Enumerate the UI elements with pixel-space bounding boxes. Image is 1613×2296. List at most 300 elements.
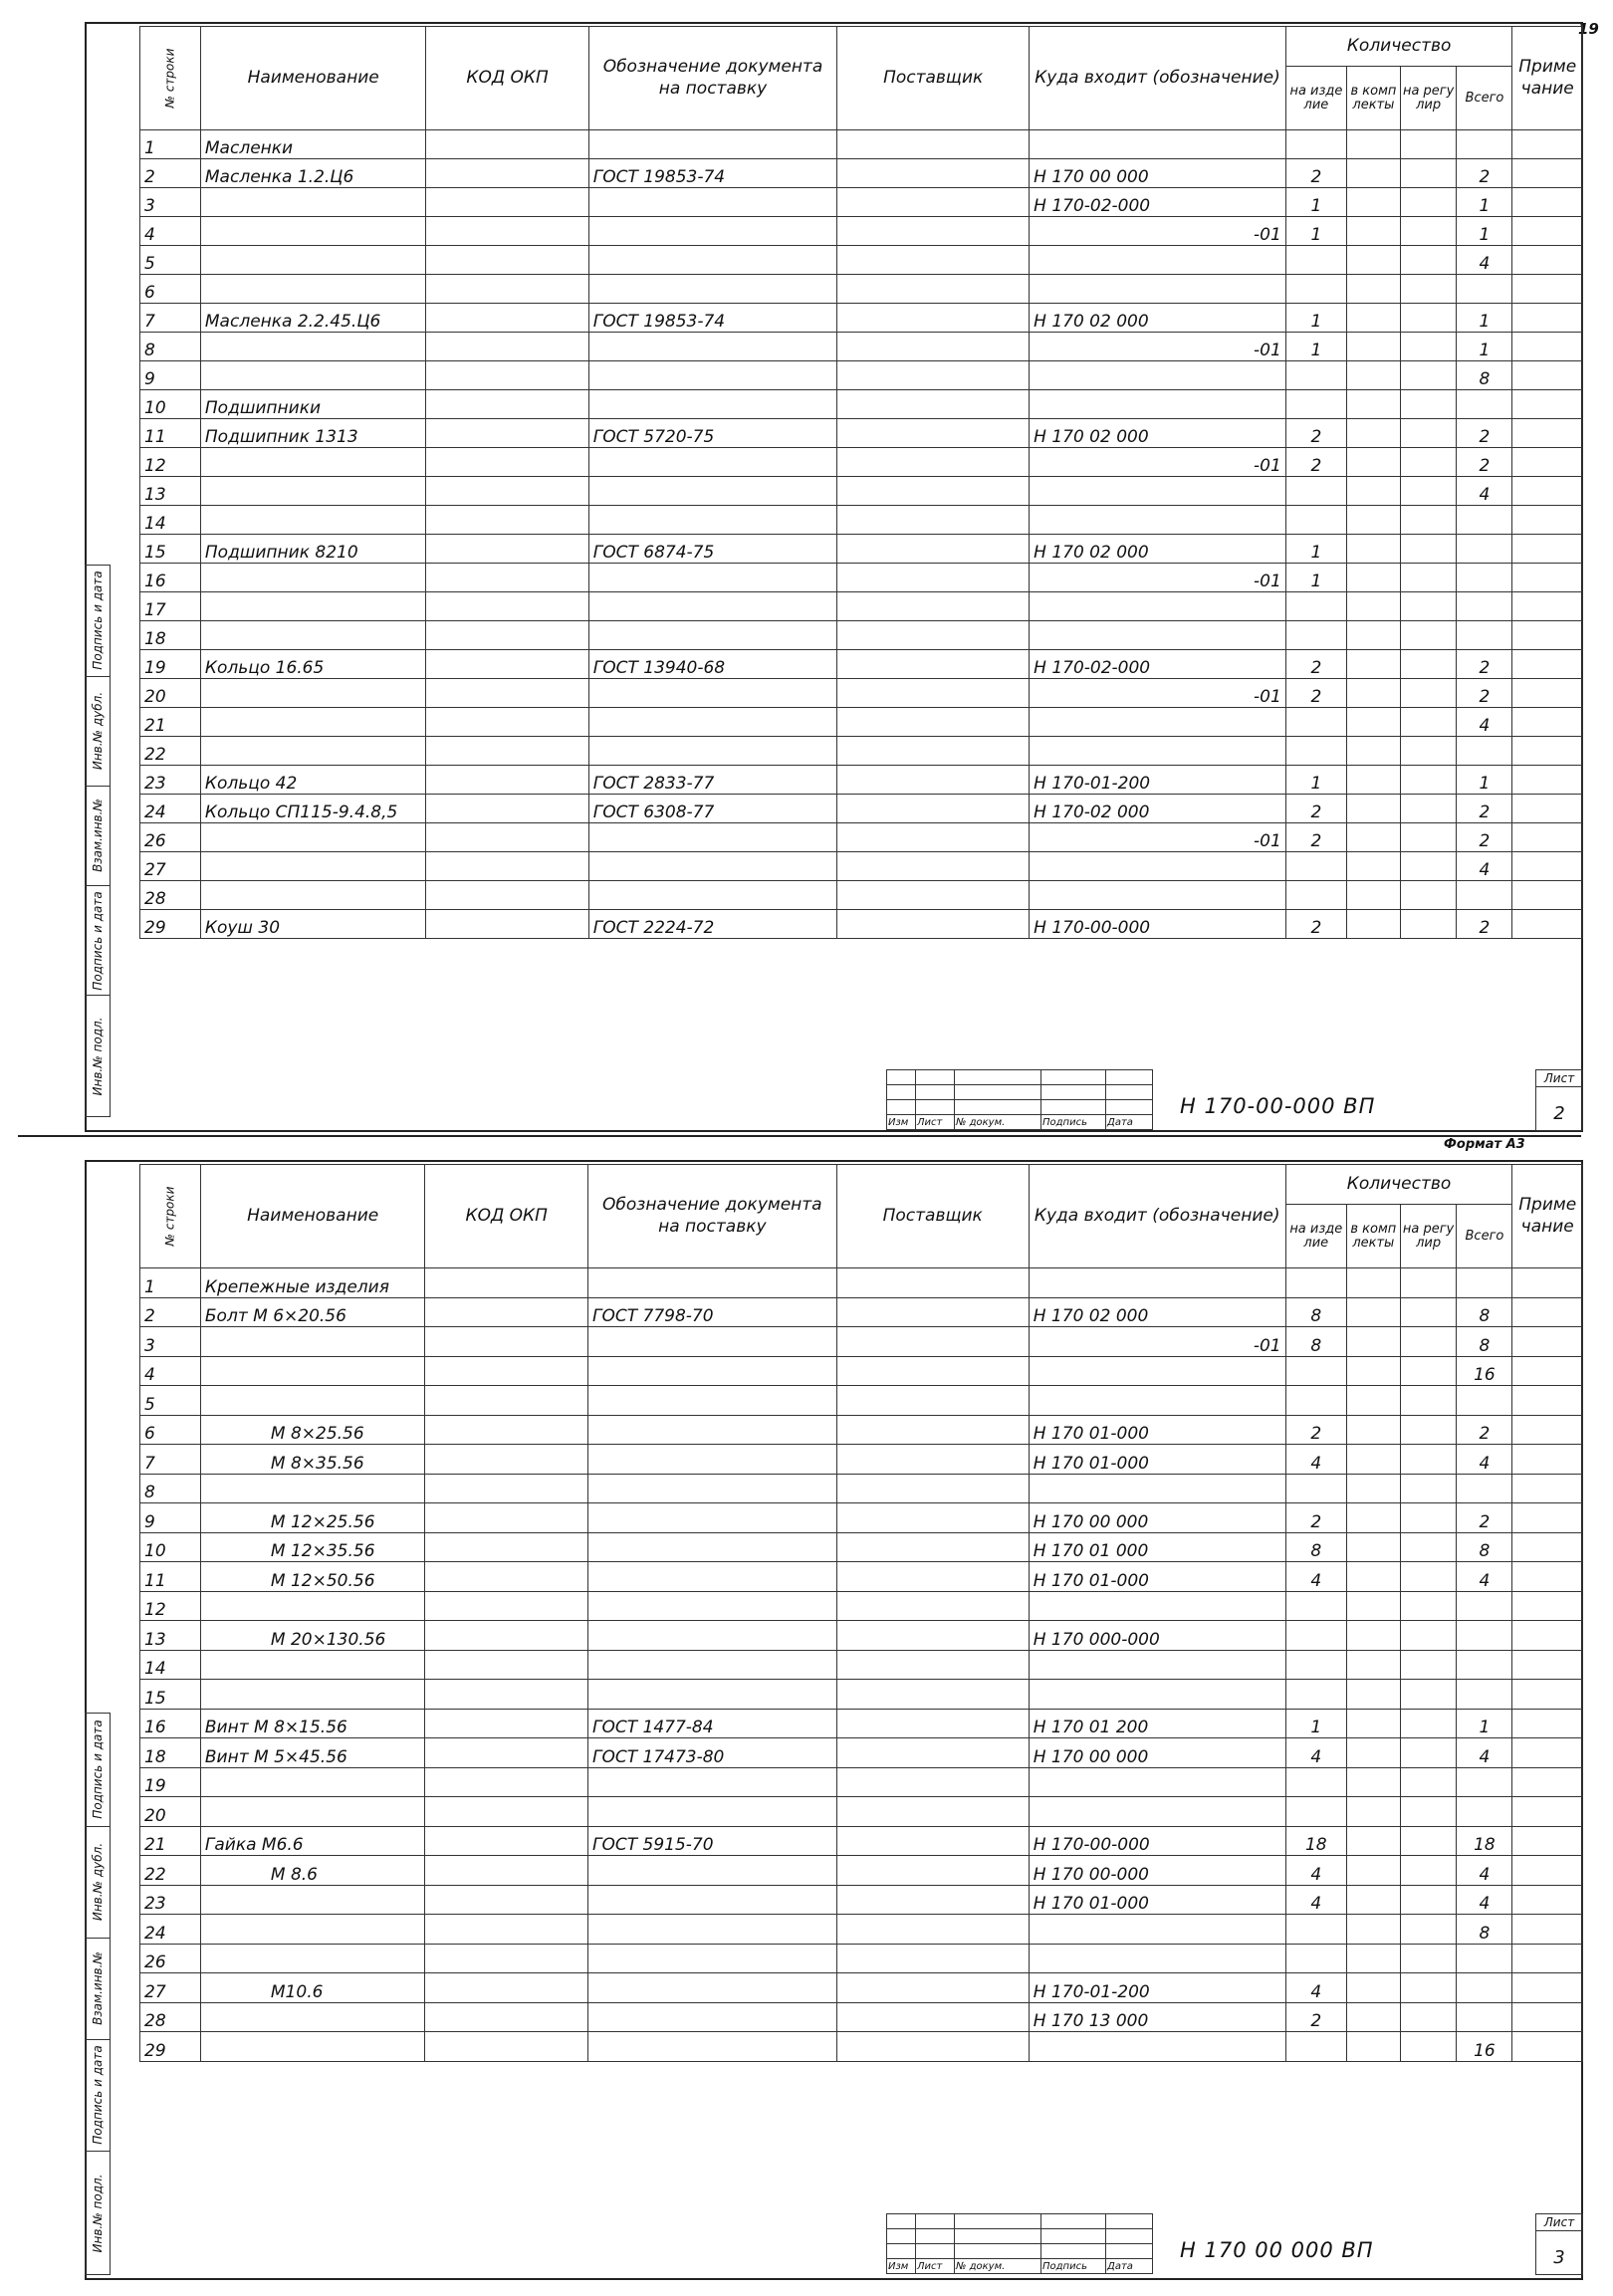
where-used: Н 170 01-000 xyxy=(1029,1415,1285,1445)
okp-code xyxy=(425,1767,588,1797)
qty-kit xyxy=(1346,1297,1400,1327)
where-used xyxy=(1030,852,1286,881)
note xyxy=(1512,188,1583,217)
qty-total xyxy=(1457,592,1512,621)
okp-code xyxy=(426,766,588,795)
qty-repair xyxy=(1400,1532,1457,1562)
qty-total-header: Всего xyxy=(1457,67,1512,130)
note xyxy=(1512,419,1583,448)
stamp-cell xyxy=(887,1070,916,1085)
okp-code xyxy=(426,592,588,621)
supplier xyxy=(837,419,1030,448)
format-label: Формат А3 xyxy=(1444,1137,1525,1152)
qty-total: 4 xyxy=(1457,1445,1512,1475)
okp-code xyxy=(426,679,588,708)
row-number: 20 xyxy=(140,679,201,708)
side-label: Инв.№ дубл. xyxy=(91,1843,105,1922)
item-name xyxy=(200,246,426,275)
table-row xyxy=(140,1591,1583,1621)
qty-product xyxy=(1285,1356,1346,1386)
doc-designation xyxy=(588,1885,837,1915)
note xyxy=(1512,1709,1583,1738)
item-name xyxy=(200,621,426,650)
stamp-cell xyxy=(887,1085,916,1100)
stamp-cell xyxy=(1041,2214,1106,2229)
document-code: Н 170 00 000 ВП xyxy=(1180,2238,1374,2262)
supplier xyxy=(836,1356,1029,1386)
table-row xyxy=(140,1562,1583,1592)
where-used: Н 170-01-200 xyxy=(1029,1973,1285,2003)
supplier xyxy=(836,1885,1029,1915)
doc-designation xyxy=(588,1591,837,1621)
qty-product xyxy=(1285,130,1346,159)
qty-total: 2 xyxy=(1457,823,1512,852)
qty-repair xyxy=(1400,1973,1457,2003)
table-row xyxy=(140,564,1583,592)
stamp-cell xyxy=(887,2229,916,2244)
qty-total xyxy=(1457,1268,1512,1298)
where-used xyxy=(1030,592,1286,621)
doc-designation xyxy=(588,188,836,217)
row-number: 13 xyxy=(140,477,201,506)
qty-kit xyxy=(1346,1562,1400,1592)
okp-code xyxy=(425,1327,588,1357)
qty-kit xyxy=(1346,1767,1400,1797)
qty-repair xyxy=(1400,708,1457,737)
doc-designation xyxy=(588,1445,837,1475)
qty-product xyxy=(1285,592,1346,621)
okp-code xyxy=(425,1474,588,1503)
qty-total xyxy=(1457,737,1512,766)
doc-designation: ГОСТ 6874-75 xyxy=(588,535,836,564)
row-number: 22 xyxy=(140,737,201,766)
qty-total xyxy=(1457,1797,1512,1827)
row-number: 9 xyxy=(140,361,201,390)
supplier xyxy=(837,910,1030,939)
note xyxy=(1512,1767,1583,1797)
note xyxy=(1512,1415,1583,1445)
row-number: 27 xyxy=(140,1973,201,2003)
item-name xyxy=(200,564,426,592)
doc-designation xyxy=(588,1797,837,1827)
table-row xyxy=(140,1680,1583,1710)
note xyxy=(1512,1973,1583,2003)
item-name: Масленка 1.2.Ц6 xyxy=(200,159,426,188)
where-used xyxy=(1029,1386,1285,1416)
stamp-label: № докум. xyxy=(955,1115,1041,1130)
item-name xyxy=(200,1885,425,1915)
qty-repair xyxy=(1400,275,1457,304)
qty-repair xyxy=(1400,737,1457,766)
note xyxy=(1512,535,1583,564)
item-name xyxy=(200,217,426,246)
qty-product: 1 xyxy=(1285,1709,1346,1738)
doc-designation: ГОСТ 19853-74 xyxy=(588,304,836,333)
qty-repair xyxy=(1400,1591,1457,1621)
row-no-header: № строки xyxy=(140,27,201,130)
qty-repair xyxy=(1400,333,1457,361)
okp-code xyxy=(426,737,588,766)
where-used: Н 170 00 000 xyxy=(1029,1503,1285,1533)
stamp-cell xyxy=(1106,1070,1153,1085)
qty-kit-header: в комп лекты xyxy=(1346,1205,1400,1268)
supplier xyxy=(836,1709,1029,1738)
stamp-cell xyxy=(1041,1085,1106,1100)
where-used: Н 170 02 000 xyxy=(1030,535,1286,564)
doc-designation xyxy=(588,1944,837,1973)
qty-product: 2 xyxy=(1285,910,1346,939)
qty-kit xyxy=(1346,1268,1400,1298)
stamp-cell xyxy=(955,2244,1041,2259)
supplier xyxy=(836,1532,1029,1562)
note xyxy=(1512,1268,1583,1298)
table-row xyxy=(140,1386,1583,1416)
qty-repair xyxy=(1400,361,1457,390)
doc-designation xyxy=(588,390,836,419)
qty-product: 1 xyxy=(1285,333,1346,361)
note xyxy=(1512,564,1583,592)
note xyxy=(1512,650,1583,679)
qty-kit xyxy=(1346,1826,1400,1856)
qty-product: 4 xyxy=(1285,1738,1346,1768)
qty-kit xyxy=(1346,1621,1400,1651)
qty-kit xyxy=(1347,304,1401,333)
supplier xyxy=(836,1562,1029,1592)
okp-code xyxy=(426,910,588,939)
qty-product: 4 xyxy=(1285,1885,1346,1915)
supplier xyxy=(836,1386,1029,1416)
qty-total: 1 xyxy=(1457,188,1512,217)
row-number: 18 xyxy=(140,1738,201,1768)
doc-designation xyxy=(588,1767,837,1797)
where-used xyxy=(1030,361,1286,390)
where-used: -01 xyxy=(1030,448,1286,477)
item-name: М 8×25.56 xyxy=(200,1415,425,1445)
qty-repair xyxy=(1400,477,1457,506)
supplier xyxy=(837,621,1030,650)
qty-kit xyxy=(1347,275,1401,304)
note xyxy=(1512,1621,1583,1651)
qty-product xyxy=(1285,361,1346,390)
item-name xyxy=(200,333,426,361)
row-number: 29 xyxy=(140,910,201,939)
table-row xyxy=(140,1297,1583,1327)
where-used xyxy=(1030,506,1286,535)
where-used: Н 170 00 000 xyxy=(1029,1738,1285,1768)
qty-total: 4 xyxy=(1457,852,1512,881)
row-number: 28 xyxy=(140,2002,201,2032)
okp-code xyxy=(426,361,588,390)
item-name: Подшипники xyxy=(200,390,426,419)
qty-repair xyxy=(1400,1738,1457,1768)
row-number: 12 xyxy=(140,1591,201,1621)
item-name xyxy=(200,1327,425,1357)
supplier xyxy=(837,130,1030,159)
table-row xyxy=(140,1474,1583,1503)
item-name xyxy=(200,1915,425,1945)
spec-table xyxy=(139,1164,1583,2062)
okp-code xyxy=(426,130,588,159)
supplier xyxy=(836,1797,1029,1827)
doc-designation xyxy=(588,1856,837,1886)
supplier xyxy=(837,448,1030,477)
qty-product: 4 xyxy=(1285,1856,1346,1886)
qty-header: Количество xyxy=(1285,1165,1512,1205)
item-name: Крепежные изделия xyxy=(200,1268,425,1298)
qty-kit xyxy=(1347,737,1401,766)
item-name xyxy=(200,506,426,535)
qty-repair xyxy=(1400,1856,1457,1886)
okp-code xyxy=(425,1797,588,1827)
row-number: 26 xyxy=(140,823,201,852)
qty-kit xyxy=(1347,217,1401,246)
qty-product xyxy=(1285,621,1346,650)
doc-designation xyxy=(588,2032,837,2062)
supplier xyxy=(837,304,1030,333)
qty-product xyxy=(1285,2032,1346,2062)
page-number: 19 xyxy=(1578,20,1599,38)
side-label: Взам.инв.№ xyxy=(91,799,105,873)
note xyxy=(1512,1885,1583,1915)
qty-kit xyxy=(1347,246,1401,275)
note xyxy=(1512,448,1583,477)
supplier xyxy=(837,564,1030,592)
supplier xyxy=(836,1650,1029,1680)
table-row xyxy=(140,217,1583,246)
doc-designation xyxy=(588,823,836,852)
qty-total: 8 xyxy=(1457,1915,1512,1945)
table-row xyxy=(140,130,1583,159)
item-name: М 20×130.56 xyxy=(200,1621,425,1651)
qty-product: 18 xyxy=(1285,1826,1346,1856)
note xyxy=(1512,1356,1583,1386)
okp-code xyxy=(425,1738,588,1768)
item-name: М10.6 xyxy=(200,1973,425,2003)
qty-product xyxy=(1285,506,1346,535)
okp-code xyxy=(425,1591,588,1621)
side-label: Подпись и дата xyxy=(91,1720,105,1819)
row-number: 5 xyxy=(140,1386,201,1416)
row-number: 24 xyxy=(140,795,201,823)
item-name xyxy=(200,1474,425,1503)
supplier xyxy=(836,1297,1029,1327)
row-number: 18 xyxy=(140,621,201,650)
supplier xyxy=(836,1738,1029,1768)
table-row xyxy=(140,448,1583,477)
qty-repair-header: на регу лир xyxy=(1400,67,1457,130)
qty-product: 1 xyxy=(1285,564,1346,592)
row-number: 19 xyxy=(140,650,201,679)
where-used xyxy=(1030,390,1286,419)
qty-product: 8 xyxy=(1285,1532,1346,1562)
qty-product xyxy=(1285,1944,1346,1973)
okp-code xyxy=(426,275,588,304)
qty-repair xyxy=(1400,766,1457,795)
note xyxy=(1512,1327,1583,1357)
supplier xyxy=(837,188,1030,217)
row-no-header: № строки xyxy=(140,1165,201,1268)
qty-kit xyxy=(1347,621,1401,650)
qty-kit xyxy=(1346,1591,1400,1621)
qty-product xyxy=(1285,246,1346,275)
qty-kit xyxy=(1347,390,1401,419)
qty-kit xyxy=(1347,679,1401,708)
qty-total xyxy=(1457,564,1512,592)
okp-code xyxy=(426,650,588,679)
qty-kit xyxy=(1346,1856,1400,1886)
table-row xyxy=(140,1915,1583,1945)
qty-repair xyxy=(1400,448,1457,477)
note xyxy=(1512,159,1583,188)
supplier xyxy=(837,477,1030,506)
qty-repair xyxy=(1400,130,1457,159)
item-name xyxy=(200,679,426,708)
item-name xyxy=(200,1591,425,1621)
supplier xyxy=(837,333,1030,361)
supplier xyxy=(837,650,1030,679)
stamp-cell xyxy=(1106,1085,1153,1100)
qty-total: 2 xyxy=(1457,1415,1512,1445)
qty-product xyxy=(1285,1591,1346,1621)
row-number: 8 xyxy=(140,1474,201,1503)
row-number: 8 xyxy=(140,333,201,361)
qty-product: 2 xyxy=(1285,159,1346,188)
qty-total-header: Всего xyxy=(1457,1205,1512,1268)
qty-kit-header: в комп лекты xyxy=(1347,67,1401,130)
note xyxy=(1512,1562,1583,1592)
note xyxy=(1512,1445,1583,1475)
where-used xyxy=(1030,881,1286,910)
okp-code xyxy=(425,1709,588,1738)
doc-designation xyxy=(588,621,836,650)
okp-code xyxy=(426,217,588,246)
qty-repair xyxy=(1400,1297,1457,1327)
where-used xyxy=(1029,1474,1285,1503)
qty-product: 2 xyxy=(1285,2002,1346,2032)
qty-repair xyxy=(1400,419,1457,448)
note xyxy=(1512,795,1583,823)
note xyxy=(1512,1738,1583,1768)
side-label: Инв.№ подл. xyxy=(91,2174,105,2253)
where-header: Куда входит (обозначение) xyxy=(1029,1165,1285,1268)
note xyxy=(1512,1474,1583,1503)
qty-kit xyxy=(1347,361,1401,390)
qty-total: 8 xyxy=(1457,361,1512,390)
table-row xyxy=(140,361,1583,390)
qty-product: 2 xyxy=(1285,679,1346,708)
qty-product xyxy=(1285,1915,1346,1945)
note xyxy=(1512,1856,1583,1886)
supplier xyxy=(837,535,1030,564)
row-number: 26 xyxy=(140,1944,201,1973)
where-used xyxy=(1030,737,1286,766)
stamp-cell xyxy=(955,1100,1041,1115)
okp-code xyxy=(426,477,588,506)
item-name xyxy=(200,592,426,621)
note xyxy=(1512,823,1583,852)
okp-code xyxy=(425,1386,588,1416)
note xyxy=(1512,881,1583,910)
row-number: 10 xyxy=(140,390,201,419)
qty-total xyxy=(1457,1474,1512,1503)
qty-total: 8 xyxy=(1457,1327,1512,1357)
item-name xyxy=(200,737,426,766)
row-number: 16 xyxy=(140,564,201,592)
where-used xyxy=(1029,1268,1285,1298)
table-row xyxy=(140,390,1583,419)
qty-total: 2 xyxy=(1457,910,1512,939)
qty-repair xyxy=(1400,2002,1457,2032)
qty-repair xyxy=(1400,564,1457,592)
qty-repair xyxy=(1400,1797,1457,1827)
okp-code xyxy=(426,535,588,564)
sheet-label: Лист xyxy=(1536,1071,1582,1087)
qty-kit xyxy=(1347,419,1401,448)
stamp-label: Лист xyxy=(916,2259,955,2274)
table-row xyxy=(140,679,1583,708)
item-name: М 12×35.56 xyxy=(200,1532,425,1562)
okp-code xyxy=(425,1503,588,1533)
note xyxy=(1512,2032,1583,2062)
okp-code xyxy=(426,823,588,852)
stamp-cell xyxy=(916,2229,955,2244)
doc-designation xyxy=(588,275,836,304)
doc-designation xyxy=(588,448,836,477)
okp-code xyxy=(425,1885,588,1915)
note xyxy=(1512,304,1583,333)
table-row xyxy=(140,1503,1583,1533)
okp-code xyxy=(426,246,588,275)
row-number: 28 xyxy=(140,881,201,910)
supplier xyxy=(837,852,1030,881)
side-label: Инв.№ подл. xyxy=(91,1017,105,1096)
table-row xyxy=(140,506,1583,535)
qty-kit xyxy=(1347,506,1401,535)
note xyxy=(1512,1944,1583,1973)
qty-kit xyxy=(1347,535,1401,564)
item-name xyxy=(200,2032,425,2062)
qty-total xyxy=(1457,1680,1512,1710)
doc-designation xyxy=(588,708,836,737)
qty-kit xyxy=(1346,1797,1400,1827)
item-name xyxy=(200,881,426,910)
qty-product xyxy=(1285,1767,1346,1797)
doc-designation xyxy=(588,1474,837,1503)
item-name: М 12×50.56 xyxy=(200,1562,425,1592)
supplier xyxy=(836,2002,1029,2032)
where-used: Н 170-02 000 xyxy=(1030,795,1286,823)
stamp-cell xyxy=(916,1070,955,1085)
table-row xyxy=(140,766,1583,795)
doc-designation xyxy=(588,246,836,275)
qty-kit xyxy=(1346,1356,1400,1386)
where-used xyxy=(1029,1944,1285,1973)
row-number: 2 xyxy=(140,1297,201,1327)
qty-repair xyxy=(1400,650,1457,679)
item-name xyxy=(200,1650,425,1680)
item-name: М 8.6 xyxy=(200,1856,425,1886)
qty-repair xyxy=(1400,159,1457,188)
table-row xyxy=(140,1738,1583,1768)
qty-total: 2 xyxy=(1457,419,1512,448)
note xyxy=(1512,910,1583,939)
qty-total: 18 xyxy=(1457,1826,1512,1856)
qty-repair xyxy=(1400,1445,1457,1475)
okp-code xyxy=(426,795,588,823)
doc-designation: ГОСТ 13940-68 xyxy=(588,650,836,679)
where-used: Н 170 01 200 xyxy=(1029,1709,1285,1738)
note xyxy=(1512,1680,1583,1710)
